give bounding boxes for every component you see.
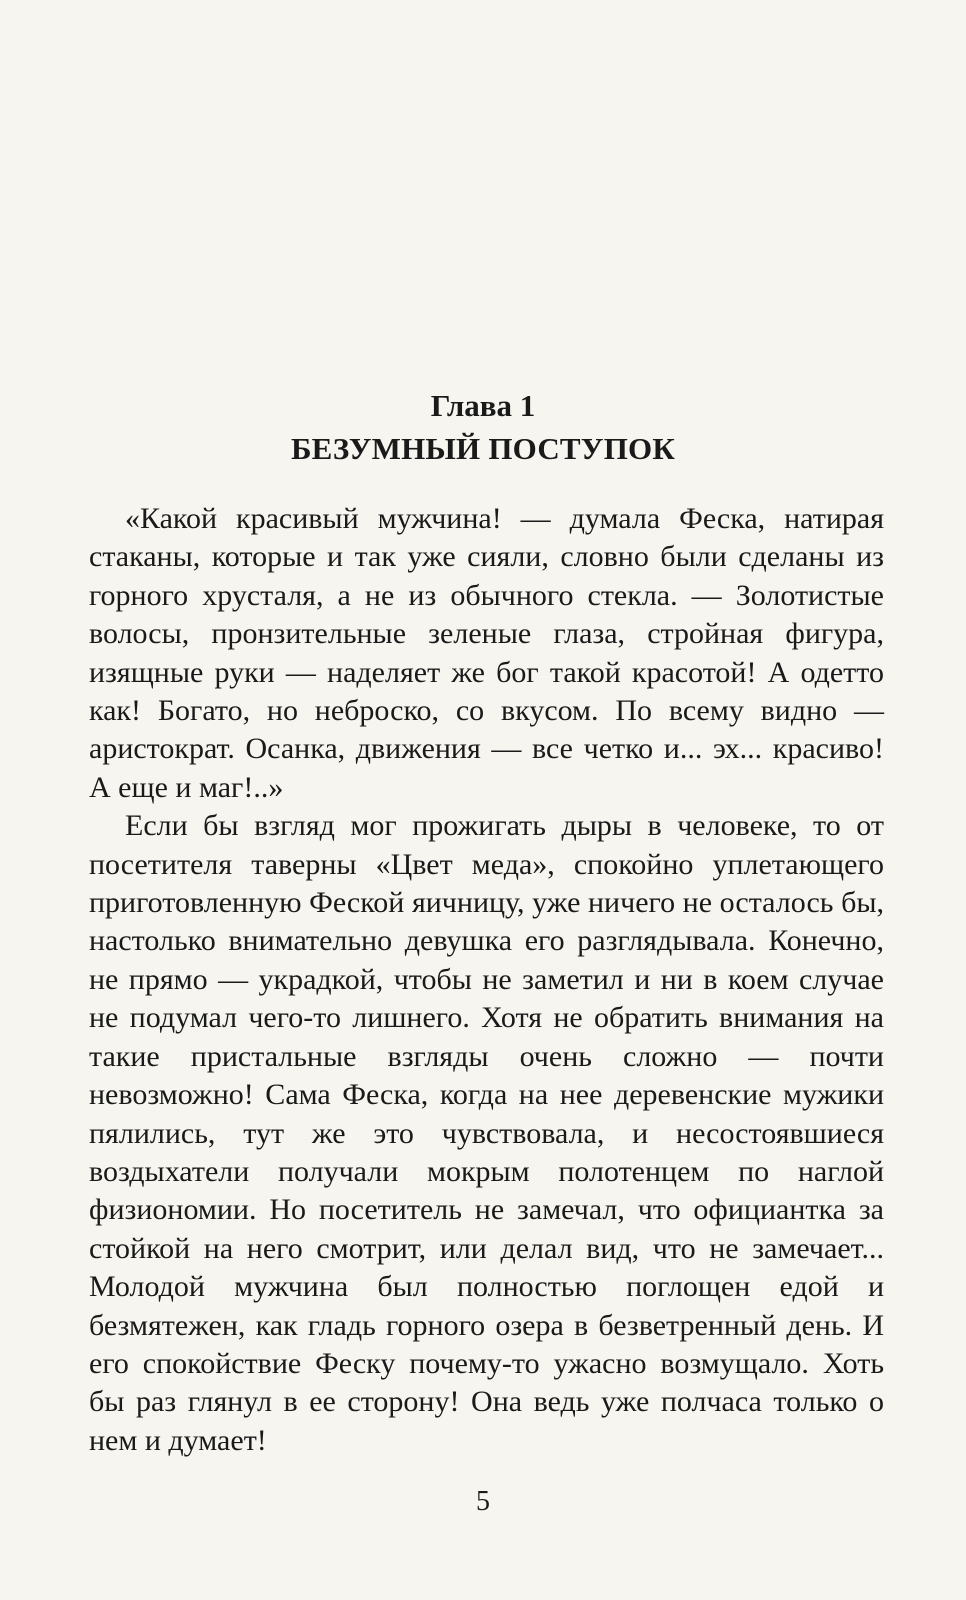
chapter-title: БЕЗУМНЫЙ ПОСТУПОК	[290, 431, 676, 466]
chapter-number: Глава 1	[430, 388, 536, 423]
page-number: 5	[476, 1486, 490, 1517]
paragraph: «Какой красивый мужчина! — думала Феска, натирая стаканы, которые и так уже сияли, словно были сделаны из горного хрусталя, а не из обычного стекла. — Золотистые волосы, пронзительные зеленые глаза, стройная фигура, изящные руки — наделяет же бог такой красотой! А одетто как! Богато, но неброско, со вкусом. По всему видно — аристократ. Осанка, движения — все четко и... эх... красиво! А еще и маг!..»	[89, 502, 884, 804]
paragraph: Если бы взгляд мог прожигать дыры в человеке, то от посетителя таверны «Цвет меда», спокойно уплетающего приготовленную Феской яичницу, уже ничего не осталось бы, настолько внимательно девушка его разглядывала. Конечно, не прямо — украдкой, чтобы не заметил и ни в коем случае не подумал чего-то лишнего. Хотя не обратить внимания на такие пристальные взгляды очень сложно — почти невозможно! Сама Феска, когда на нее деревенские мужики пялились, тут же это чувствовала, и несостоявшиеся воздыхатели получали мокрым полотенцем по наглой физиономии. Но посетитель не замечал, что официантка за стойкой на него смотрит, или делал вид, что не замечает... Молодой мужчина был полностью поглощен едой и безмятежен, как гладь горного озера в безветренный день. И его спокойствие Феску почему-то ужасно возмущало. Хоть бы раз глянул в ее сторону! Она ведь уже полчаса только о нем и думает!	[89, 809, 884, 1457]
chapter-text	[89, 500, 884, 1460]
